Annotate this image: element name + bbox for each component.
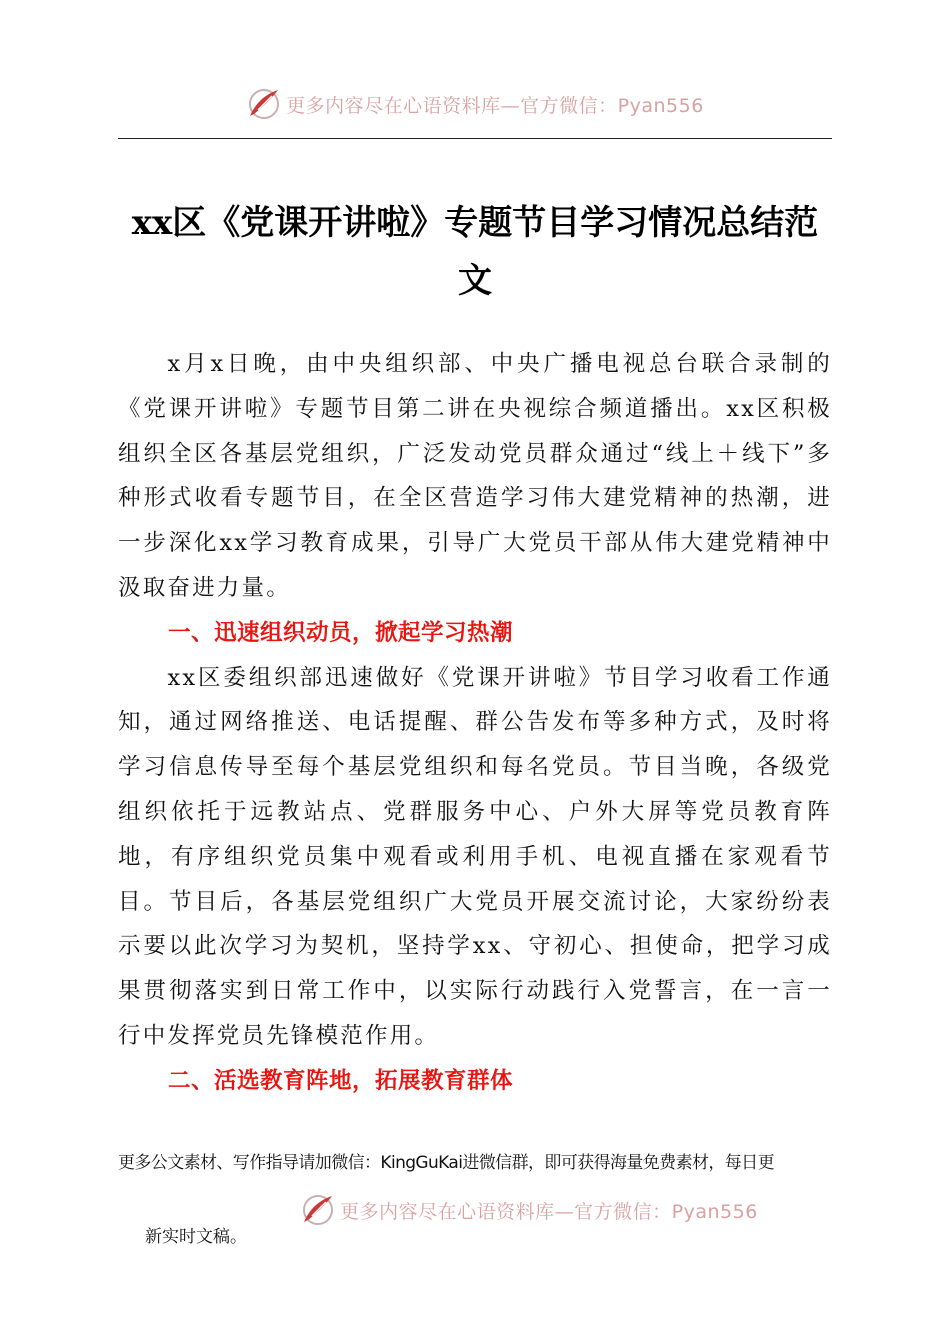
paragraph-section-1: xx区委组织部迅速做好《党课开讲啦》节目学习收看工作通知，通过网络推送、电话提醒、群公告发布等多种方式，及时将学习信息传导至每个基层党组织和每名党员。节目当晚，各级党组织依托于远教站点、党群服务中心、户外大屏等党员教育阵地，有序组织党员集中观看或利用手机、电视直播在家观看节目。节目后，各基层党组织广大党员开展交流讨论，大家纷纷表示要以此次学习为契机，坚持学xx、守初心、担使命，把学习成果贯彻落实到日常工作中，以实际行动践行入党誓言，在一言一行中发挥党员先锋模范作用。 — [118, 664, 832, 1049]
header-banner-wechat: Pyan556 — [617, 94, 704, 117]
footer-note-line-1: 更多公文素材、写作指导请加微信：KingGuKai进微信群，即可获得海量免费素材，每日更 — [118, 1153, 774, 1173]
document-title: xx区《党课开讲啦》专题节目学习情况总结范文 — [131, 203, 819, 301]
pen-logo-icon — [300, 1192, 336, 1228]
footer-banner — [54, 1190, 950, 1230]
section-heading-2: 二、活选教育阵地，拓展教育群体 — [168, 1067, 514, 1094]
footer-banner-wechat: Pyan556 — [671, 1200, 758, 1223]
footer-note-line-2: 新实时文稿。 — [145, 1227, 247, 1247]
header-divider — [118, 138, 832, 139]
section-heading-1: 一、迅速组织动员，掀起学习热潮 — [168, 619, 514, 646]
pen-logo-icon — [246, 86, 282, 122]
paragraph-intro: x月x日晚，由中央组织部、中央广播电视总台联合录制的《党课开讲啦》专题节目第二讲在央视综合频道播出。xx区积极组织全区各基层党组织，广泛发动党员群众通过“线上＋线下”多种形式收看专题节目，在全区营造学习伟大建党精神的热潮，进一步深化xx学习教育成果，引导广大党员干部从伟大建党精神中汲取奋进力量。 — [118, 351, 832, 601]
header-banner-text: 更多内容尽在心语资料库—官方微信：Pyan556 — [286, 94, 704, 117]
header-banner — [0, 84, 950, 124]
document-body — [118, 342, 832, 1104]
footer-banner-text: 更多内容尽在心语资料库—官方微信：Pyan556 — [340, 1200, 758, 1223]
